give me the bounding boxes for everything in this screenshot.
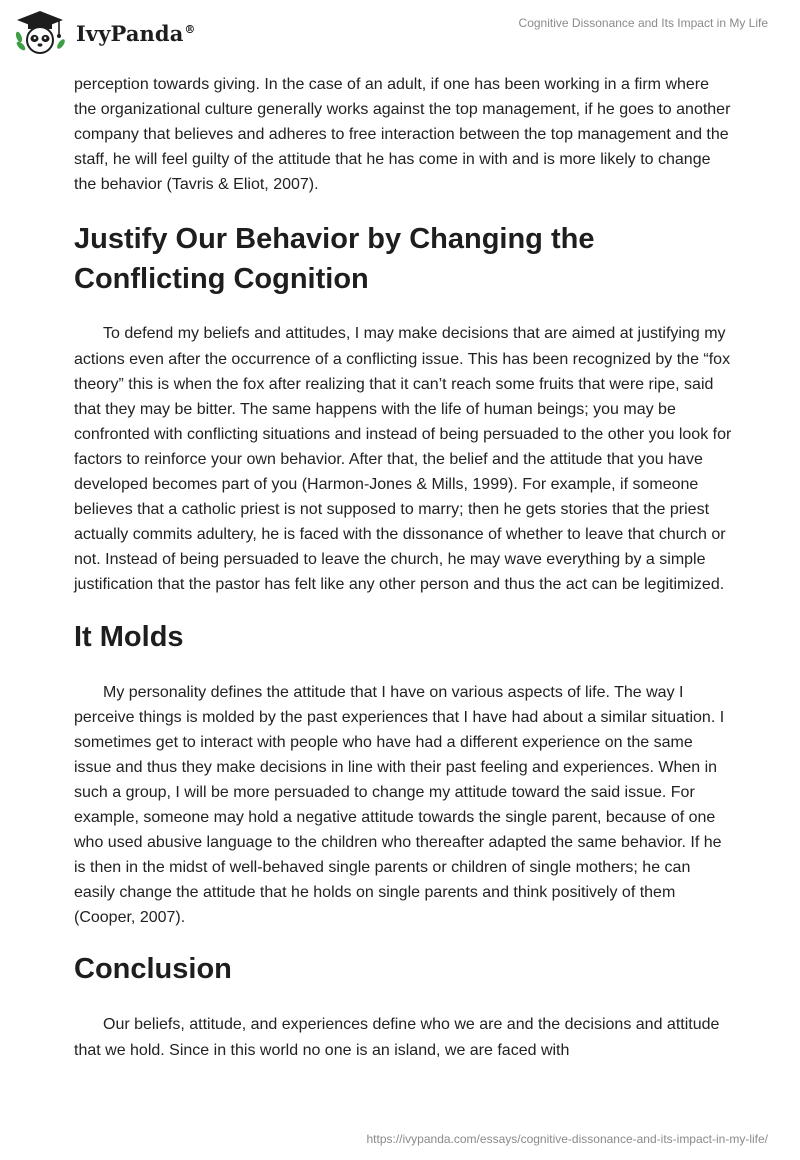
section-paragraph-conclusion: Our beliefs, attitude, and experiences define who we are and the decisions and attitude that we hold. Since in this world no one is an island, we are faced with bbox=[74, 1016, 720, 1059]
section-heading-conclusion: Conclusion bbox=[74, 953, 232, 986]
document-title: Cognitive Dissonance and Its Impact in My Life bbox=[518, 16, 768, 30]
source-url-link[interactable]: https://ivypanda.com/essays/cognitive-dissonance-and-its-impact-in-my-life/ bbox=[366, 1132, 768, 1146]
section-paragraph-it-molds: My personality defines the attitude that I have on various aspects of life. The way I perceive things is molded by the past experiences that I have had about a similar situation. I sometimes get to interact with people who have had a different experience on the same issue and thus they make decisions in line with their past feeling and experiences. When in such a group, I will be more persuaded to change my attitude toward the said issue. For example, someone may hold a negative attitude towards the single parent, because of one who used abusive language to the children who thereafter adapted the same behavior. If he is then in the midst of well-behaved single parents or children of single mothers; he can easily change the attitude that he holds on single parents and think positively of them (Cooper, 2007). bbox=[74, 683, 725, 927]
brand-name: IvyPanda® bbox=[76, 20, 196, 46]
page-header bbox=[0, 0, 800, 64]
brand-logo-link[interactable] bbox=[14, 9, 196, 55]
essay-content bbox=[74, 72, 734, 1063]
intro-paragraph: perception towards giving. In the case of an adult, if one has been working in a firm where the organizational culture generally works against the top management, if he goes to another company that believes and adheres to free interaction between the top management and the staff, he will feel guilty of the attitude that he has come in with and is more likely to change the behavior (Tavris & Eliot, 2007). bbox=[74, 76, 731, 194]
panda-logo-icon bbox=[14, 9, 66, 55]
section-heading-justify-behavior: Justify Our Behavior by Changing the Conflicting Cognition bbox=[74, 223, 595, 296]
registered-mark: ® bbox=[184, 22, 196, 36]
section-paragraph-justify-behavior: To defend my beliefs and attitudes, I may make decisions that are aimed at justifying my actions even after the occurrence of a conflicting issue. This has been recognized by the “fox theory” this is when the fox after realizing that it can’t reach some fruits that were ripe, said that they may be bitter. The same happens with the life of human beings; you may be confronted with conflicting situations and instead of being persuaded to the other you look for factors to reinforce your own behavior. After that, the belief and the attitude that you have developed becomes part of you (Harmon-Jones & Mills, 1999). For example, if someone believes that a catholic priest is not supposed to marry; then he gets stories that the priest actually commits adultery, he is faced with the dissonance of whether to leave that church or not. Instead of being persuaded to leave the church, he may wave everything by a simple justification that the pastor has felt like any other person and thus the act can be legitimized. bbox=[74, 325, 732, 594]
section-heading-it-molds: It Molds bbox=[74, 620, 184, 653]
